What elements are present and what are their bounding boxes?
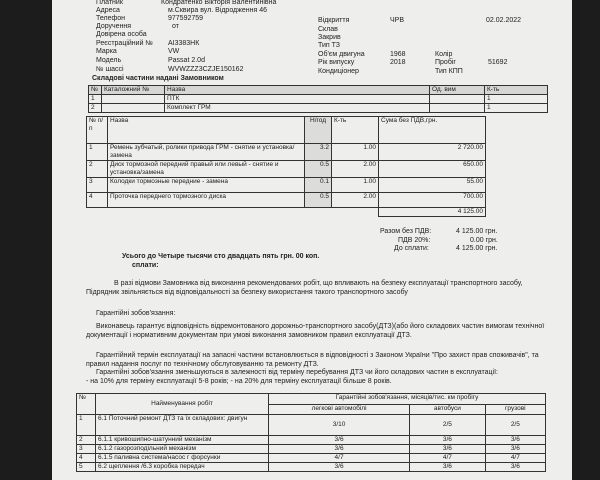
works-cell-sum: 2 720.00 bbox=[379, 144, 486, 161]
year: 2018 bbox=[390, 59, 406, 66]
parts-col-qty: К-ть bbox=[485, 86, 548, 95]
label-order: Доручення bbox=[96, 23, 132, 30]
warranty-table bbox=[76, 393, 546, 472]
label-payer: Платник bbox=[96, 0, 123, 6]
works-cell-name: Диск тормозной передний правый или левый - снятие и установка/замена bbox=[108, 161, 305, 178]
label-composed: Склав bbox=[318, 26, 338, 33]
warranty-cell-cars: 3/6 bbox=[269, 445, 410, 454]
engine-volume: 1968 bbox=[390, 51, 406, 58]
parts-cell-name: Комплект ГРМ bbox=[165, 104, 430, 113]
phone: 977592759 bbox=[168, 15, 204, 22]
warranty-cell-trucks: 3/6 bbox=[485, 436, 545, 445]
works-col-sum: Сума без ПДВ,грн. bbox=[379, 117, 486, 144]
table-row bbox=[77, 436, 546, 445]
label-open: Відкриття bbox=[318, 17, 350, 24]
vat-value: 0.00 грн. bbox=[470, 237, 498, 244]
works-cell-sum: 55.00 bbox=[379, 178, 486, 193]
warranty-cell-cars: 4/7 bbox=[269, 454, 410, 463]
amount-words: Усього до Четыре тысячи сто двадцать пять грн. 00 коп. bbox=[122, 253, 320, 260]
to-pay-label: До сплати: bbox=[394, 245, 429, 252]
warranty-col-cars: легкові автомобілі bbox=[269, 404, 410, 415]
warranty-cell-buses: 3/6 bbox=[410, 445, 486, 454]
make: VW bbox=[168, 48, 180, 55]
label-model: Модель bbox=[96, 57, 122, 64]
label-color: Колір bbox=[435, 51, 453, 58]
date: 02.02.2022 bbox=[486, 17, 522, 24]
table-row bbox=[77, 445, 546, 454]
works-header-row bbox=[87, 117, 486, 144]
works-cell-n: 3 bbox=[87, 178, 108, 193]
total-no-vat-label: Разом без ПДВ: bbox=[380, 228, 432, 235]
works-cell-hours: 3.2 bbox=[305, 144, 332, 161]
warranty-cell-buses: 2/5 bbox=[410, 415, 486, 436]
works-cell-qty: 2.00 bbox=[332, 161, 379, 178]
parts-cell-catalog bbox=[102, 104, 165, 113]
warranty-col-trucks: грузові bbox=[485, 404, 545, 415]
warranty-cell-name: 6.1.2 газорозподільний механізм bbox=[96, 445, 269, 454]
warranty-cell-n: 2 bbox=[77, 436, 96, 445]
works-cell-qty: 1.00 bbox=[332, 178, 379, 193]
label-phone: Телефон bbox=[96, 15, 126, 22]
warranty-cell-n: 3 bbox=[77, 445, 96, 454]
table-row bbox=[77, 454, 546, 463]
label-year: Рік випуску bbox=[318, 59, 355, 66]
address: м.Сквира вул. Відродження 46 bbox=[168, 7, 267, 14]
warranty-cell-cars: 3/6 bbox=[269, 463, 410, 472]
warranty-cell-name: 6.1 Поточний ремонт ДТЗ та їх складових: двигун bbox=[96, 415, 269, 436]
mileage: 51692 bbox=[488, 59, 508, 66]
vat-label: ПДВ 20%: bbox=[398, 237, 431, 244]
works-cell-n: 4 bbox=[87, 193, 108, 208]
works-total-row bbox=[87, 208, 486, 217]
works-col-n: № п/п bbox=[87, 117, 108, 144]
warranty-cell-n: 4 bbox=[77, 454, 96, 463]
warranty-cell-name: 6.1.5 паливна система/насос г форсунки bbox=[96, 454, 269, 463]
warranty-term-paragraph: Гарантійний термін експлуатації на запасні частини встановлюється в відповідності з Законом України "Про захист прав споживачів", та правил надання послуг по технічному обслуговуванню та ремонту ДТЗ. bbox=[86, 352, 539, 368]
works-col-name: Назва bbox=[108, 117, 305, 144]
total-no-vat-value: 4 125.00 грн. bbox=[456, 228, 498, 235]
warranty-cell-trucks: 3/6 bbox=[485, 445, 545, 454]
parts-cell-qty: 1 bbox=[485, 104, 548, 113]
warranty-cell-trucks: 4/7 bbox=[485, 454, 545, 463]
warranty-cell-n: 5 bbox=[77, 463, 96, 472]
works-cell-hours: 0.5 bbox=[305, 161, 332, 178]
warranty-cell-trucks: 2/5 bbox=[485, 415, 545, 436]
works-cell-qty: 1.00 bbox=[332, 144, 379, 161]
warranty-col-n: № bbox=[77, 394, 96, 415]
payer-name: Кондратенко Вікторія Валентинівна bbox=[161, 0, 277, 6]
open-code: ЧРВ bbox=[390, 17, 405, 24]
label-ac: Кондиціонер bbox=[318, 68, 359, 75]
label-vin: № шассі bbox=[96, 66, 124, 73]
order: от bbox=[172, 23, 179, 30]
label-engine: Об'єм двигуна bbox=[318, 51, 365, 58]
parts-cell-name: ПТК bbox=[165, 95, 430, 104]
works-col-qty: К-ть bbox=[332, 117, 379, 144]
works-cell-n: 2 bbox=[87, 161, 108, 178]
reg-number: АІ3383НК bbox=[168, 40, 200, 47]
table-row bbox=[87, 144, 486, 161]
label-mileage: Пробіг bbox=[435, 59, 456, 66]
model: Passat 2.0d bbox=[168, 57, 205, 64]
label-address: Адреса bbox=[96, 7, 120, 14]
parts-cell-qty: 1 bbox=[485, 95, 548, 104]
parts-cell-unit bbox=[430, 104, 485, 113]
table-row bbox=[89, 95, 548, 104]
works-col-hours: Н/год bbox=[305, 117, 332, 144]
warranty-cell-name: 6.1.1 кривошипно-шатунний механізм bbox=[96, 436, 269, 445]
warranty-cell-buses: 4/7 bbox=[410, 454, 486, 463]
warranty-col-name: Найменування робіт bbox=[96, 394, 269, 415]
parts-cell-catalog bbox=[102, 95, 165, 104]
parts-table bbox=[88, 85, 548, 113]
label-gearbox: Тип КПП bbox=[435, 68, 463, 75]
refusal-paragraph: В разі відмови Замовника від виконання рекомендованих робіт, що впливають на безпеку експлуатації транспортного засобу, Підрядник звільняється від відповідальності за безпеку використання такого транспортного засобу bbox=[86, 280, 523, 296]
works-cell-hours: 0.5 bbox=[305, 193, 332, 208]
parts-col-catalog: Каталожний № bbox=[102, 86, 165, 95]
table-row bbox=[77, 415, 546, 436]
works-cell-sum: 650.00 bbox=[379, 161, 486, 178]
warranty-cell-cars: 3/6 bbox=[269, 436, 410, 445]
label-reg: Реєстраційний № bbox=[96, 40, 153, 47]
parts-col-n: № bbox=[89, 86, 102, 95]
invoice-page bbox=[52, 0, 572, 480]
amount-words-label: сплати: bbox=[132, 262, 159, 269]
works-cell-qty: 2.00 bbox=[332, 193, 379, 208]
warranty-col-term: Гарантійні зобов'язання, місяців/тис. км пробігу bbox=[269, 394, 546, 405]
warranty-cell-trucks: 3/6 bbox=[485, 463, 545, 472]
warranty-paragraph: Виконавець гарантує відповідність відремонтованого дорожньо-транспортного засобу(ДТЗ)(або його складових частин вимогам технічної документації і нормативним документам при умові виконання замовником правил експлуатації ДТЗ. bbox=[86, 323, 545, 339]
table-row bbox=[87, 193, 486, 208]
warranty-reduce-terms: - на 10% для терміну експлуатації 5-8 років; - на 20% для терміну експлуатації більше 8 років. bbox=[86, 378, 392, 385]
works-cell-name: Ремень зубчатый, ролики привода ГРМ - снятие и установка/замена bbox=[108, 144, 305, 161]
label-proxy: Довірена особа bbox=[96, 31, 147, 38]
parts-cell-n: 2 bbox=[89, 104, 102, 113]
warranty-title: Гарантійні зобов'язання: bbox=[96, 310, 176, 317]
works-cell-hours: 0.1 bbox=[305, 178, 332, 193]
works-cell-name: Проточка переднего тормозного диска bbox=[108, 193, 305, 208]
works-cell-sum: 700.00 bbox=[379, 193, 486, 208]
works-table bbox=[86, 116, 486, 217]
works-total: 4 125.00 bbox=[379, 208, 486, 217]
label-make: Марка bbox=[96, 48, 117, 55]
warranty-col-buses: автобуси bbox=[410, 404, 486, 415]
parts-header-row bbox=[89, 86, 548, 95]
parts-cell-unit bbox=[430, 95, 485, 104]
table-row bbox=[77, 463, 546, 472]
parts-cell-n: 1 bbox=[89, 95, 102, 104]
works-cell-name: Колодки тормозные передние - замена bbox=[108, 178, 305, 193]
label-vehicle-type: Тип ТЗ bbox=[318, 42, 341, 49]
warranty-cell-buses: 3/6 bbox=[410, 463, 486, 472]
works-cell-n: 1 bbox=[87, 144, 108, 161]
table-row bbox=[87, 178, 486, 193]
warranty-cell-n: 1 bbox=[77, 415, 96, 436]
warranty-cell-name: 6.2 щеплення /6.3 коробка передач bbox=[96, 463, 269, 472]
label-closed: Закрив bbox=[318, 34, 341, 41]
parts-title: Складові частини надані Замовником bbox=[92, 75, 224, 82]
table-row bbox=[87, 161, 486, 178]
to-pay-value: 4 125.00 грн. bbox=[456, 245, 498, 252]
parts-col-name: Назва bbox=[165, 86, 430, 95]
table-row bbox=[89, 104, 548, 113]
warranty-reduce-paragraph: Гарантійні зобов'язання зменьшуються в залежності від терміну перебування ДТЗ чи його складових частин в експлуатації: bbox=[96, 369, 499, 376]
warranty-header-row bbox=[77, 394, 546, 405]
vin: WVWZZZ3CZJE150162 bbox=[168, 66, 244, 73]
parts-col-unit: Од. вим bbox=[430, 86, 485, 95]
warranty-cell-buses: 3/6 bbox=[410, 436, 486, 445]
warranty-cell-cars: 3/10 bbox=[269, 415, 410, 436]
